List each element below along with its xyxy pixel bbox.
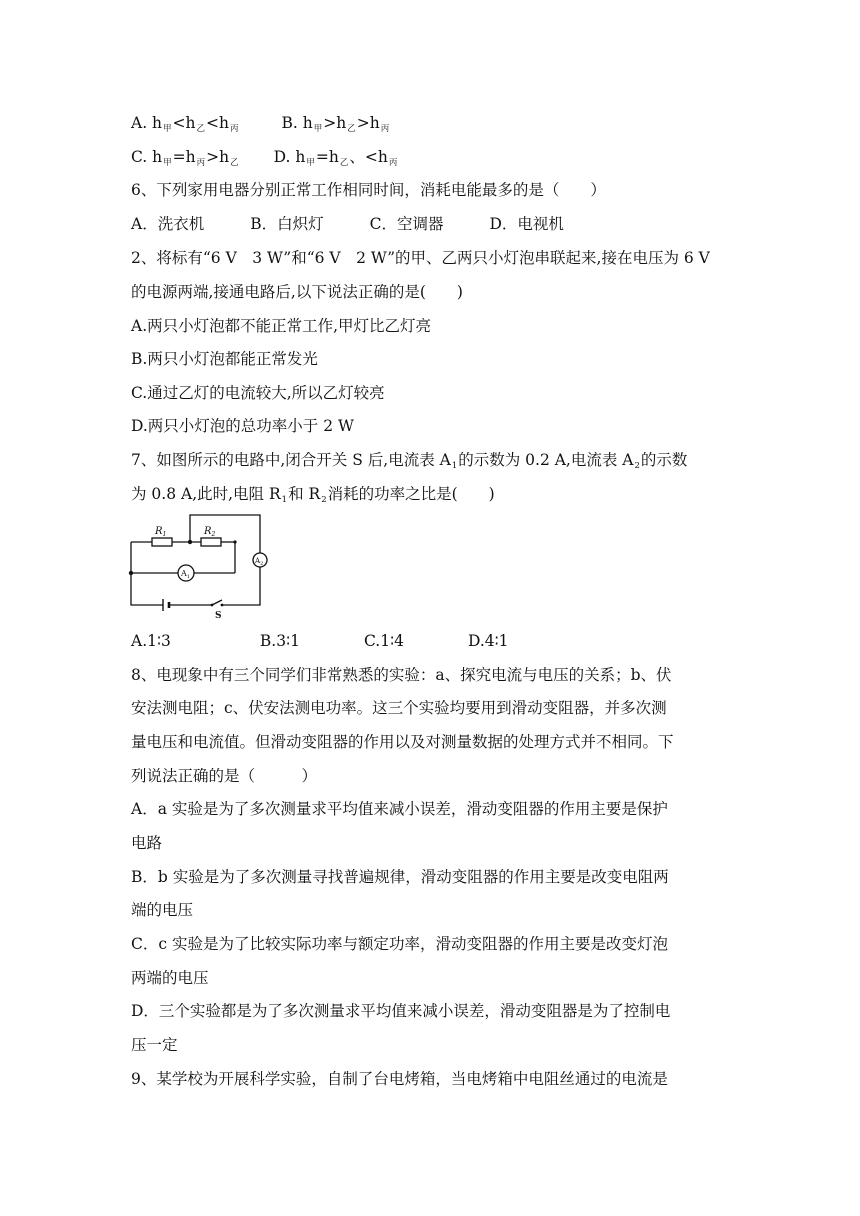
q5-option-d: D. $h_甲=h_乙$、$<h_丙$ bbox=[273, 148, 398, 168]
q2-option-b: B.两只小灯泡都能正常发光 bbox=[131, 350, 318, 368]
label-a1: $A_1$ bbox=[181, 569, 190, 580]
q6-option-c: C．空调器 bbox=[369, 215, 444, 233]
q6-option-d: D．电视机 bbox=[489, 215, 564, 233]
q5-options-row-1 bbox=[131, 113, 390, 139]
q8-option-c-line-2: 两端的电压 bbox=[131, 969, 209, 987]
q7-option-a: A.1∶3 bbox=[131, 632, 171, 650]
label-r1: $R_1$ bbox=[155, 526, 167, 538]
q2-stem-line-2: 的电源两端,接通电路后,以下说法正确的是( ) bbox=[131, 283, 463, 301]
q5-option-a: A. $h_甲<h_乙<h_丙$ bbox=[131, 114, 239, 134]
q5-option-c: C. $h_甲=h_丙>h_乙$ bbox=[131, 148, 239, 168]
q7-stem-line-2: 为 0.8 A,此时,电阻 $R_1$和 $R_2$消耗的功率之比是( ) bbox=[131, 485, 495, 505]
q2-option-c: C.通过乙灯的电流较大,所以乙灯较亮 bbox=[131, 384, 385, 402]
switch-s bbox=[212, 600, 222, 605]
resistor-r1 bbox=[152, 538, 172, 546]
q5-option-b: B. $h_甲>h_乙>h_丙$ bbox=[281, 114, 390, 134]
q6-options bbox=[131, 214, 564, 234]
q2-option-d: D.两只小灯泡的总功率小于 2 W bbox=[131, 417, 354, 435]
label-a2: $A_2$ bbox=[255, 557, 264, 567]
q8-line-3: 量电压和电流值。但滑动变阻器的作用以及对测量数据的处理方式并不相同。下 bbox=[131, 733, 674, 751]
q5-options-row-2 bbox=[131, 147, 398, 173]
q8-option-d-line-1: D．三个实验都是为了多次测量求平均值来减小误差，滑动变阻器是为了控制电 bbox=[131, 1002, 671, 1020]
q8-option-c-line-1: C．c 实验是为了比较实际功率与额定功率，滑动变阻器的作用主要是改变灯泡 bbox=[131, 935, 668, 953]
q8-option-b-line-1: B．b 实验是为了多次测量寻找普遍规律，滑动变阻器的作用主要是改变电阻两 bbox=[131, 868, 669, 886]
label-s: S bbox=[215, 611, 222, 620]
q8-option-a-line-2: 电路 bbox=[131, 834, 163, 852]
q6-option-b: B．白炽灯 bbox=[250, 215, 324, 233]
circuit-diagram bbox=[124, 512, 274, 620]
q8-line-1: 8、电现象中有三个同学们非常熟悉的实验：a、探究电流与电压的关系；b、伏 bbox=[131, 666, 672, 684]
q9-line-1: 9、某学校为开展科学实验，自制了台电烤箱，当电烤箱中电阻丝通过的电流是 bbox=[131, 1070, 668, 1088]
q8-line-2: 安法测电阻；c、伏安法测电功率。这三个实验均要用到滑动变阻器，并多次测 bbox=[131, 699, 667, 717]
q7-options bbox=[131, 631, 509, 651]
resistor-r2 bbox=[201, 538, 221, 546]
q7-option-c: C.1∶4 bbox=[363, 632, 404, 650]
q2-option-a: A.两只小灯泡都不能正常工作,甲灯比乙灯亮 bbox=[131, 317, 432, 335]
q6-stem: 6、下列家用电器分别正常工作相同时间，消耗电能最多的是（ ） bbox=[131, 181, 606, 199]
q8-option-b-line-2: 端的电压 bbox=[131, 901, 194, 919]
q6-option-a: A．洗衣机 bbox=[131, 215, 205, 233]
q8-option-a-line-1: A．a 实验是为了多次测量求平均值来减小误差，滑动变阻器的作用主要是保护 bbox=[131, 800, 668, 818]
q7-option-d: D.4∶1 bbox=[467, 632, 509, 650]
q8-line-4: 列说法正确的是（ ） bbox=[131, 767, 318, 785]
label-r2: $R_2$ bbox=[204, 526, 216, 538]
q2-stem-line-1: 2、将标有“6 V 3 W”和“6 V 2 W”的甲、乙两只小灯泡串联起来,接在电压为 6 V bbox=[131, 249, 710, 267]
q7-stem-line-1: 7、如图所示的电路中,闭合开关 S 后,电流表 $A_1$的示数为 0.2 A,电流表 $A_2$的示数 bbox=[131, 451, 688, 471]
q7-option-b: B.3∶1 bbox=[259, 632, 300, 650]
q8-option-d-line-2: 压一定 bbox=[131, 1036, 178, 1054]
